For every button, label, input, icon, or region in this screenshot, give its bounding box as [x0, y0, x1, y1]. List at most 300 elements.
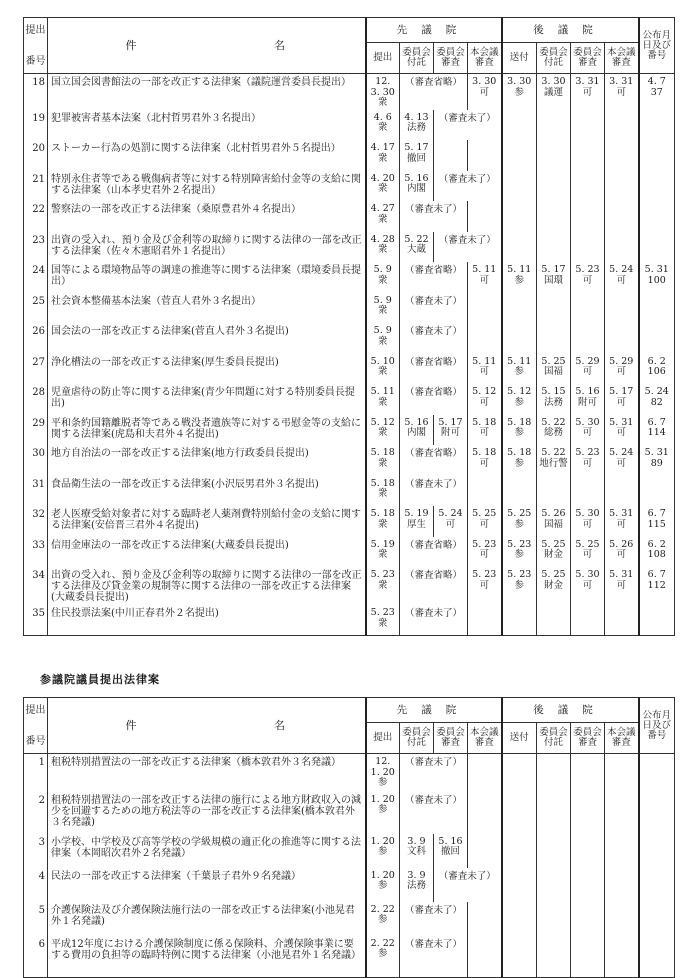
header-second-house: 後議院 [502, 698, 639, 723]
promulgation [639, 936, 675, 978]
bill-number: 33 [24, 537, 48, 568]
exam2-result: 5. 25 可 [571, 537, 605, 568]
house-of-representatives-bills-table [23, 17, 675, 636]
status-span: （審査未了） [400, 605, 468, 636]
status-span: （審査未了） [400, 936, 468, 978]
bill-number: 22 [24, 201, 48, 232]
table-row [24, 506, 675, 537]
promulgation: 6. 7 112 [639, 567, 675, 605]
table-row [24, 936, 675, 978]
submit-date: 5. 9 衆 [366, 323, 400, 354]
exam2-result: 5. 29 可 [571, 354, 605, 385]
send-date: 5. 18 参 [502, 415, 537, 446]
exam2-result [571, 140, 605, 171]
plenary1-result [468, 201, 502, 232]
ref2-committee [537, 754, 571, 792]
table-row [24, 74, 675, 110]
bill-number: 2 [24, 792, 48, 834]
plenary1-result: 5. 18 可 [468, 415, 502, 446]
bill-name: 民法の一部を改正する法律案（千葉景子君外９名発議） [48, 868, 366, 902]
promulgation [639, 201, 675, 232]
ref2-committee [537, 140, 571, 171]
plenary1-result: 5. 12 可 [468, 384, 502, 415]
ref2-committee: 5. 25 財金 [537, 537, 571, 568]
ref1-committee: 3. 9 法務 [400, 868, 434, 902]
table2-body [24, 754, 675, 978]
promulgation: 6. 2 108 [639, 537, 675, 568]
status-span: （審査省略） [400, 445, 468, 476]
bill-name: 犯罪被害者基本法案（北村哲男君外３名提出） [48, 110, 366, 141]
bill-number: 32 [24, 506, 48, 537]
plenary2-result [605, 140, 639, 171]
send-date: 5. 25 参 [502, 506, 537, 537]
header-send: 送付 [502, 723, 537, 754]
ref2-committee [537, 834, 571, 868]
exam2-result [571, 110, 605, 141]
promulgation: 4. 7 37 [639, 74, 675, 110]
header-number [24, 18, 48, 74]
bill-name: 平和条約国籍離脱者等である戦没者遺族等に対する弔慰金等の支給に関する法律案(虎島和夫君外４名提出) [48, 415, 366, 446]
promulgation [639, 323, 675, 354]
bill-name: 国会法の一部を改正する法律案(菅直人君外３名提出) [48, 323, 366, 354]
submit-date: 5. 18 衆 [366, 506, 400, 537]
bill-number: 19 [24, 110, 48, 141]
bill-number: 29 [24, 415, 48, 446]
status-span: （審査未了） [434, 232, 502, 263]
header-promulgation: 公布月日及び番号 [639, 698, 675, 754]
promulgation [639, 140, 675, 171]
submit-date: 5. 19 衆 [366, 537, 400, 568]
table-row [24, 834, 675, 868]
promulgation [639, 171, 675, 202]
bill-number: 23 [24, 232, 48, 263]
table-row [24, 201, 675, 232]
plenary2-result [605, 171, 639, 202]
plenary1-result [468, 834, 502, 868]
ref1-committee: 5. 16 内閣 [400, 415, 434, 446]
promulgation [639, 834, 675, 868]
plenary1-result [468, 293, 502, 324]
table-row [24, 605, 675, 636]
ref2-committee [537, 171, 571, 202]
bill-name: 警察法の一部を改正する法律案（桑原豊君外４名提出） [48, 201, 366, 232]
bill-name: 小学校、中学校及び高等学校の学級規模の適正化の推進等に関する法律案（本岡昭次君外２名発議） [48, 834, 366, 868]
house-of-councillors-bills-table [23, 697, 675, 978]
status-span: （審査未了） [400, 476, 468, 507]
exam2-result [571, 902, 605, 936]
status-span: （審査省略） [400, 262, 468, 293]
plenary2-result [605, 110, 639, 141]
status-span: （審査未了） [400, 293, 468, 324]
plenary1-result [468, 476, 502, 507]
bill-number: 18 [24, 74, 48, 110]
table-row [24, 792, 675, 834]
bill-number: 3 [24, 834, 48, 868]
promulgation: 5. 24 82 [639, 384, 675, 415]
plenary2-result: 5. 24 可 [605, 262, 639, 293]
header-submit: 提出 [366, 723, 400, 754]
send-date [502, 868, 537, 902]
ref2-committee [537, 110, 571, 141]
submit-date: 5. 9 衆 [366, 293, 400, 324]
ref2-committee [537, 792, 571, 834]
promulgation [639, 792, 675, 834]
bill-number: 24 [24, 262, 48, 293]
ref2-committee: 5. 17 国環 [537, 262, 571, 293]
plenary1-result [468, 792, 502, 834]
exam2-result [571, 171, 605, 202]
ref1-committee: 5. 17 撤回 [400, 140, 434, 171]
bill-name: 出資の受入れ、預り金及び金利等の取締りに関する法律の一部を改正する法律及び貸金業の規制等に関する法律の一部を改正する法律案(大蔵委員長提出) [48, 567, 366, 605]
submit-date: 2. 22 参 [366, 936, 400, 978]
plenary2-result: 5. 31 可 [605, 567, 639, 605]
bill-name: 租税特別措置法の一部を改正する法律の施行による地方財政収入の減少を回避するための地方税法等の一部を改正する法律案(橋本敦君外３名発議) [48, 792, 366, 834]
plenary1-result [468, 140, 502, 171]
exam1-result: 5. 16 撤回 [434, 834, 468, 868]
submit-date: 5. 23 衆 [366, 605, 400, 636]
ref2-committee: 5. 25 国福 [537, 354, 571, 385]
ref2-committee [537, 476, 571, 507]
exam1-result: 5. 24 可 [434, 506, 468, 537]
header-plenary1: 本会議審査 [468, 723, 502, 754]
promulgation: 6. 7 115 [639, 506, 675, 537]
bill-name: 租税特別措置法の一部を改正する法律案（橋本敦君外３名発議） [48, 754, 366, 792]
ref2-committee: 5. 15 法務 [537, 384, 571, 415]
ref2-committee: 5. 22 総務 [537, 415, 571, 446]
exam2-result: 5. 30 可 [571, 506, 605, 537]
promulgation [639, 605, 675, 636]
ref1-committee: 5. 22 大蔵 [400, 232, 434, 263]
table-row [24, 262, 675, 293]
submit-date: 1. 20 参 [366, 834, 400, 868]
bill-name: 老人医療受給対象者に対する臨時老人薬剤費特別給付金の支給に関する法律案(安倍晋三君外４名提出) [48, 506, 366, 537]
plenary2-result [605, 232, 639, 263]
plenary2-result [605, 902, 639, 936]
plenary2-result: 5. 31 可 [605, 415, 639, 446]
promulgation [639, 868, 675, 902]
status-span: （審査未了） [400, 792, 468, 834]
exam2-result: 5. 23 可 [571, 262, 605, 293]
exam2-result: 5. 30 可 [571, 415, 605, 446]
ref1-committee: 3. 9 文科 [400, 834, 434, 868]
exam2-result [571, 834, 605, 868]
table-row [24, 171, 675, 202]
status-span: （審査未了） [434, 868, 502, 902]
plenary2-result [605, 834, 639, 868]
table-row [24, 868, 675, 902]
status-span: （審査未了） [400, 754, 468, 792]
status-span: （審査未了） [434, 110, 502, 141]
table-row [24, 537, 675, 568]
ref2-committee [537, 232, 571, 263]
send-date [502, 201, 537, 232]
ref1-committee: 4. 13 法務 [400, 110, 434, 141]
status-span: （審査省略） [400, 384, 468, 415]
submit-date: 5. 11 衆 [366, 384, 400, 415]
promulgation: 5. 31 89 [639, 445, 675, 476]
bill-name: 食品衛生法の一部を改正する法律案(小沢辰男君外３名提出) [48, 476, 366, 507]
header-name-right: 名 [274, 39, 287, 52]
bill-number: 27 [24, 354, 48, 385]
send-date [502, 323, 537, 354]
table-row [24, 567, 675, 605]
bill-name: 住民投票法案(中川正春君外２名提出) [48, 605, 366, 636]
table-row [24, 323, 675, 354]
promulgation: 5. 31 100 [639, 262, 675, 293]
exam2-result [571, 323, 605, 354]
header-number [24, 698, 48, 754]
submit-date: 5. 9 衆 [366, 262, 400, 293]
header-ref2: 委員会付託 [537, 723, 571, 754]
table-row [24, 476, 675, 507]
plenary1-result [468, 936, 502, 978]
bill-number: 35 [24, 605, 48, 636]
plenary2-result [605, 605, 639, 636]
table1-body [24, 74, 675, 636]
plenary1-result: 5. 23 可 [468, 567, 502, 605]
exam2-result [571, 293, 605, 324]
bill-number: 28 [24, 384, 48, 415]
send-date [502, 293, 537, 324]
table-row [24, 415, 675, 446]
table-row [24, 140, 675, 171]
send-date [502, 476, 537, 507]
header-plenary2: 本会議審査 [605, 43, 639, 74]
bill-number: 21 [24, 171, 48, 202]
send-date: 5. 11 参 [502, 354, 537, 385]
send-date [502, 110, 537, 141]
bill-name: 地方自治法の一部を改正する法律案(地方行政委員長提出) [48, 445, 366, 476]
submit-date: 4. 17 衆 [366, 140, 400, 171]
bill-name: 介護保険法及び介護保険法施行法の一部を改正する法律案(小池晃君外１名発議) [48, 902, 366, 936]
plenary2-result: 3. 31 可 [605, 74, 639, 110]
status-span: （審査未了） [400, 201, 468, 232]
ref2-committee: 5. 25 財金 [537, 567, 571, 605]
header-send: 送付 [502, 43, 537, 74]
submit-date: 5. 10 衆 [366, 354, 400, 385]
header-submit: 提出 [366, 43, 400, 74]
bill-number: 25 [24, 293, 48, 324]
status-span: （審査未了） [400, 323, 468, 354]
promulgation [639, 476, 675, 507]
send-date [502, 936, 537, 978]
promulgation [639, 902, 675, 936]
submit-date: 5. 23 衆 [366, 567, 400, 605]
send-date: 5. 12 参 [502, 384, 537, 415]
submit-date: 5. 18 衆 [366, 476, 400, 507]
header-number-bottom: 番号 [25, 735, 46, 747]
exam2-result [571, 936, 605, 978]
plenary1-result [468, 605, 502, 636]
header-exam2: 委員会審査 [571, 43, 605, 74]
exam2-result: 5. 23 可 [571, 445, 605, 476]
ref2-committee: 5. 22 地行警 [537, 445, 571, 476]
header-second-house: 後議院 [502, 18, 639, 43]
plenary2-result [605, 792, 639, 834]
bill-number: 1 [24, 754, 48, 792]
send-date [502, 140, 537, 171]
plenary1-result: 5. 25 可 [468, 506, 502, 537]
plenary1-result: 5. 11 可 [468, 354, 502, 385]
header-bill-name [48, 698, 366, 754]
exam2-result [571, 201, 605, 232]
bill-number: 5 [24, 902, 48, 936]
promulgation [639, 232, 675, 263]
plenary1-result [468, 323, 502, 354]
plenary2-result [605, 936, 639, 978]
exam2-result: 5. 16 附可 [571, 384, 605, 415]
submit-date: 12. 3. 30 衆 [366, 74, 400, 110]
bill-number: 4 [24, 868, 48, 902]
ref2-committee [537, 936, 571, 978]
table-row [24, 384, 675, 415]
plenary1-result [468, 902, 502, 936]
header-plenary2: 本会議審査 [605, 723, 639, 754]
table-row [24, 354, 675, 385]
status-span: （審査未了） [434, 171, 502, 202]
send-date: 3. 30 参 [502, 74, 537, 110]
plenary2-result [605, 293, 639, 324]
plenary2-result [605, 754, 639, 792]
bill-number: 26 [24, 323, 48, 354]
table-row [24, 110, 675, 141]
send-date [502, 902, 537, 936]
send-date [502, 792, 537, 834]
bill-name: 信用金庫法の一部を改正する法律案(大蔵委員長提出) [48, 537, 366, 568]
submit-date: 4. 28 衆 [366, 232, 400, 263]
send-date: 5. 18 参 [502, 445, 537, 476]
ref2-committee: 3. 30 議運 [537, 74, 571, 110]
send-date [502, 232, 537, 263]
bill-name: ストーカー行為の処罰に関する法律案（北村哲男君外５名提出） [48, 140, 366, 171]
plenary2-result: 5. 17 可 [605, 384, 639, 415]
plenary2-result [605, 323, 639, 354]
plenary2-result: 5. 31 可 [605, 506, 639, 537]
promulgation [639, 754, 675, 792]
exam2-result [571, 605, 605, 636]
submit-date: 4. 20 衆 [366, 171, 400, 202]
header-number-top: 提出 [25, 24, 46, 36]
submit-date: 1. 20 参 [366, 868, 400, 902]
ref1-committee: 5. 16 内閣 [400, 171, 434, 202]
table-row [24, 754, 675, 792]
plenary1-result: 5. 23 可 [468, 537, 502, 568]
header-ref2: 委員会付託 [537, 43, 571, 74]
exam2-result [571, 232, 605, 263]
plenary2-result: 5. 29 可 [605, 354, 639, 385]
ref2-committee [537, 293, 571, 324]
submit-date: 5. 18 衆 [366, 445, 400, 476]
submit-date: 2. 22 参 [366, 902, 400, 936]
header-number-top: 提出 [25, 704, 46, 716]
header-ref1: 委員会付託 [400, 723, 434, 754]
status-span: （審査省略） [400, 537, 468, 568]
status-span: （審査省略） [400, 354, 468, 385]
header-bill-name [48, 18, 366, 74]
bill-name: 特別永住者等である戦傷病者等に対する特別障害給付金等の支給に関する法律案（山本孝史君外２名提出） [48, 171, 366, 202]
bill-number: 31 [24, 476, 48, 507]
promulgation: 6. 7 114 [639, 415, 675, 446]
exam2-result [571, 792, 605, 834]
send-date [502, 754, 537, 792]
submit-date: 1. 20 参 [366, 792, 400, 834]
send-date: 5. 23 参 [502, 537, 537, 568]
plenary1-result: 3. 30 可 [468, 74, 502, 110]
table-row [24, 232, 675, 263]
send-date [502, 171, 537, 202]
send-date [502, 834, 537, 868]
header-exam1: 委員会審査 [434, 723, 468, 754]
ref2-committee [537, 868, 571, 902]
header-number-bottom: 番号 [25, 55, 46, 67]
plenary1-result: 5. 11 可 [468, 262, 502, 293]
plenary1-result: 5. 18 可 [468, 445, 502, 476]
bill-name: 出資の受入れ、預り金及び金利等の取締りに関する法律の一部を改正する法律案（佐々木憲昭君外１名提出） [48, 232, 366, 263]
exam2-result [571, 754, 605, 792]
plenary2-result [605, 201, 639, 232]
promulgation: 6. 2 106 [639, 354, 675, 385]
header-first-house: 先議院 [366, 18, 502, 43]
submit-date: 12. 1. 20 参 [366, 754, 400, 792]
exam2-result: 3. 31 可 [571, 74, 605, 110]
exam2-result [571, 476, 605, 507]
send-date: 5. 23 参 [502, 567, 537, 605]
status-span: （審査未了） [400, 902, 468, 936]
bill-name: 平成12年度における介護保険制度に係る保険料、介護保険事業に要する費用の負担等の臨時特例に関する法律案（小池晃君外１名発議） [48, 936, 366, 978]
submit-date: 5. 12 衆 [366, 415, 400, 446]
ref2-committee [537, 323, 571, 354]
bill-name: 児童虐待の防止等に関する法律案(青少年問題に対する特別委員長提出) [48, 384, 366, 415]
bill-number: 30 [24, 445, 48, 476]
promulgation [639, 293, 675, 324]
table-row [24, 293, 675, 324]
section-title: 参議院議員提出法律案 [40, 673, 160, 686]
header-exam2: 委員会審査 [571, 723, 605, 754]
send-date [502, 605, 537, 636]
bill-name: 国等による環境物品等の調達の推進等に関する法律案（環境委員長提出） [48, 262, 366, 293]
ref2-committee [537, 605, 571, 636]
table-row [24, 445, 675, 476]
header-first-house: 先議院 [366, 698, 502, 723]
header-exam1: 委員会審査 [434, 43, 468, 74]
header-name-left: 件 [125, 719, 139, 732]
submit-date: 4. 27 衆 [366, 201, 400, 232]
bill-number: 20 [24, 140, 48, 171]
exam2-result: 5. 30 可 [571, 567, 605, 605]
header-plenary1: 本会議審査 [468, 43, 502, 74]
bill-number: 6 [24, 936, 48, 978]
exam1-result [434, 140, 468, 171]
plenary2-result [605, 868, 639, 902]
header-promulgation: 公布月日及び番号 [639, 18, 675, 74]
bill-name: 国立国会図書館法の一部を改正する法律案（議院運営委員長提出） [48, 74, 366, 110]
promulgation [639, 110, 675, 141]
send-date: 5. 11 参 [502, 262, 537, 293]
ref2-committee [537, 201, 571, 232]
exam2-result [571, 868, 605, 902]
status-span: （審査省略） [400, 74, 468, 110]
plenary2-result [605, 476, 639, 507]
header-ref1: 委員会付託 [400, 43, 434, 74]
header-name-right: 名 [274, 719, 287, 732]
table-row [24, 902, 675, 936]
plenary2-result: 5. 24 可 [605, 445, 639, 476]
bill-number: 34 [24, 567, 48, 605]
plenary1-result [468, 754, 502, 792]
status-span: （審査省略） [400, 567, 468, 605]
bill-name: 浄化槽法の一部を改正する法律案(厚生委員長提出) [48, 354, 366, 385]
ref2-committee: 5. 26 国福 [537, 506, 571, 537]
